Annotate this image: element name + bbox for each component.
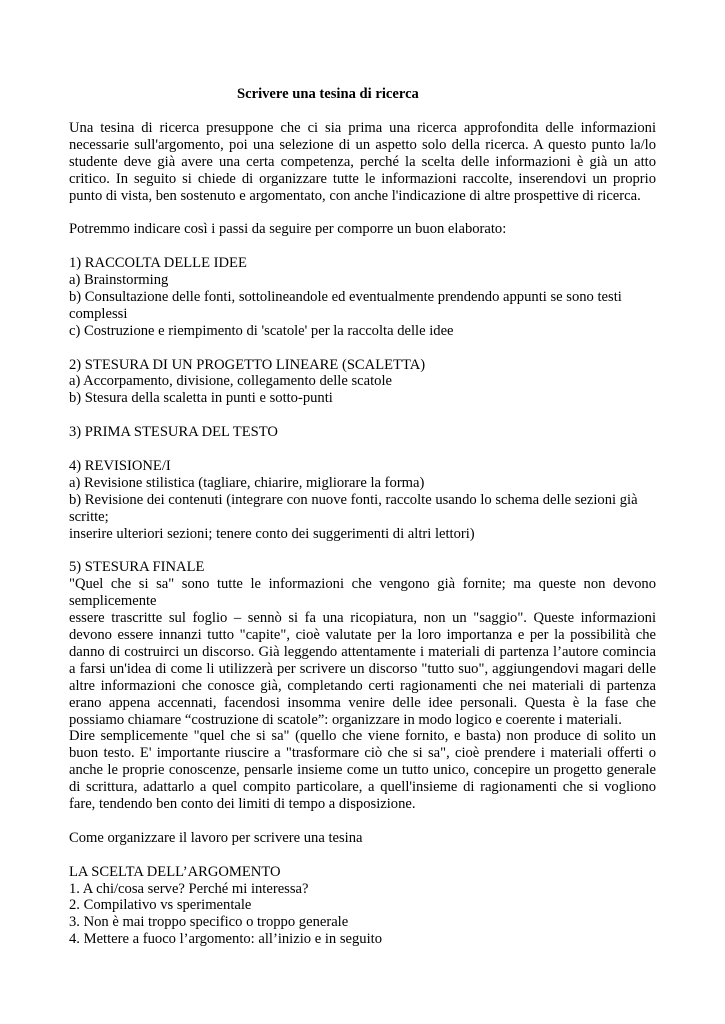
list-item: a) Revisione stilistica (tagliare, chiarire, migliorare la forma) (69, 474, 425, 491)
section-stesura-finale (69, 559, 656, 813)
list-item: scritte; (69, 508, 109, 525)
body-line: altre informazioni che conosce già, completando certi ragionamenti che nei materiali di partenza (69, 677, 656, 694)
list-item: inserire ulteriori sezioni; tenere conto dei suggerimenti di altri lettori) (69, 525, 475, 542)
body-line: buon testo. E' importante riuscire a "trasformare ciò che si sa", cioè prendere i materiali offerti o (69, 745, 656, 762)
body-line: Dire semplicemente "quel che si sa" (quello che viene fornito, e basta) non produce di solito un (69, 728, 656, 745)
document-page (69, 86, 656, 948)
body-line: essere trascritte sul foglio – sennò si fa una ricopiatura, non un "saggio". Queste informazioni (69, 610, 656, 627)
list-item: c) Costruzione e riempimento di 'scatole' per la raccolta delle idee (69, 322, 454, 339)
section-raccolta (69, 255, 656, 340)
body-line: "Quel che si sa" sono tutte le informazioni che vengono già fornite; ma queste non devono (69, 576, 656, 593)
intro-paragraph (69, 120, 656, 205)
section-prima-stesura (69, 424, 656, 441)
list-item: 2. Compilativo vs sperimentale (69, 897, 252, 914)
section-heading: 4) REVISIONE/I (69, 457, 171, 474)
body-line: devono essere innanzi tutto "capite", cioè valutate per la loro importanza e per la possibilità che (69, 627, 656, 643)
intro-line: necessarie sull'argomento, poi una selezione di un aspetto solo della ricerca. A questo punto la/lo (69, 136, 656, 153)
intro-line: studente deve già avere una certa competenza, perché la scelta delle informazioni è già un atto (69, 153, 656, 170)
list-item: a) Brainstorming (69, 272, 169, 289)
section-heading: 1) RACCOLTA DELLE IDEE (69, 255, 247, 272)
body-line: anche le proprie conoscenze, pensarle insieme come un tutto unico, concepire un progetto generale (69, 762, 656, 779)
body-line: a farsi un'idea di come li utilizzerà per scrivere un discorso "tutto suo", aggiungendovi magari delle (69, 660, 656, 677)
list-item: complessi (69, 305, 128, 322)
list-item: b) Consultazione delle fonti, sottolineandole ed eventualmente prendendo appunti se sono testi (69, 288, 622, 305)
intro-line: punto di vista, ben sostenuto e argomentato, con anche l'indicazione di altre prospettive di ricerca. (69, 187, 641, 204)
body-line: possiamo chiamare “costruzione di scatole”: organizzare in modo logico e coerente i materiali. (69, 711, 622, 728)
list-item: 1. A chi/cosa serve? Perché mi interessa? (69, 880, 309, 897)
list-item: a) Accorpamento, divisione, collegamento delle scatole (69, 373, 392, 390)
section-heading: 5) STESURA FINALE (69, 559, 205, 576)
section-heading: 2) STESURA DI UN PROGETTO LINEARE (SCALETTA) (69, 356, 426, 373)
body-line: danno di costruirci un discorso. Già leggendo attentamente i materiali di partenza l’autore comincia (69, 643, 656, 660)
list-item: b) Revisione dei contenuti (integrare con nuove fonti, raccolte usando lo schema delle sezioni già (69, 491, 638, 508)
steps-intro: Potremmo indicare così i passi da seguire per comporre un buon elaborato: (69, 221, 507, 238)
body-line: fare, tendendo ben conto dei limiti di tempo a disposizione. (69, 796, 416, 813)
intro-line: Una tesina di ricerca presuppone che ci sia prima una ricerca approfondita delle informazioni (69, 119, 656, 136)
organize-title: Come organizzare il lavoro per scrivere una tesina (69, 829, 363, 846)
body-line: erano appena accennati, facendosi insomma venire delle idee personali. Questa è la fase che (69, 694, 656, 711)
document-title: Scrivere una tesina di ricerca (237, 86, 419, 102)
section-revisione (69, 458, 656, 543)
list-item: b) Stesura della scaletta in punti e sotto-punti (69, 390, 333, 407)
section-heading: 3) PRIMA STESURA DEL TESTO (69, 424, 278, 441)
section-heading: LA SCELTA DELL’ARGOMENTO (69, 863, 281, 880)
body-line: di scrittura, adattarlo a quel compito particolare, a quell'insieme di ragionamenti che si vogliono (69, 779, 656, 796)
section-stesura-progetto (69, 357, 656, 408)
body-line: semplicemente (69, 593, 157, 610)
intro-line: critico. In seguito si chiede di organizzare tutte le informazioni raccolte, inserendovi un proprio (69, 170, 656, 187)
list-item: 3. Non è mai troppo specifico o troppo generale (69, 914, 349, 931)
list-item: 4. Mettere a fuoco l’argomento: all’inizio e in seguito (69, 931, 382, 948)
section-scelta-argomento (69, 864, 656, 949)
